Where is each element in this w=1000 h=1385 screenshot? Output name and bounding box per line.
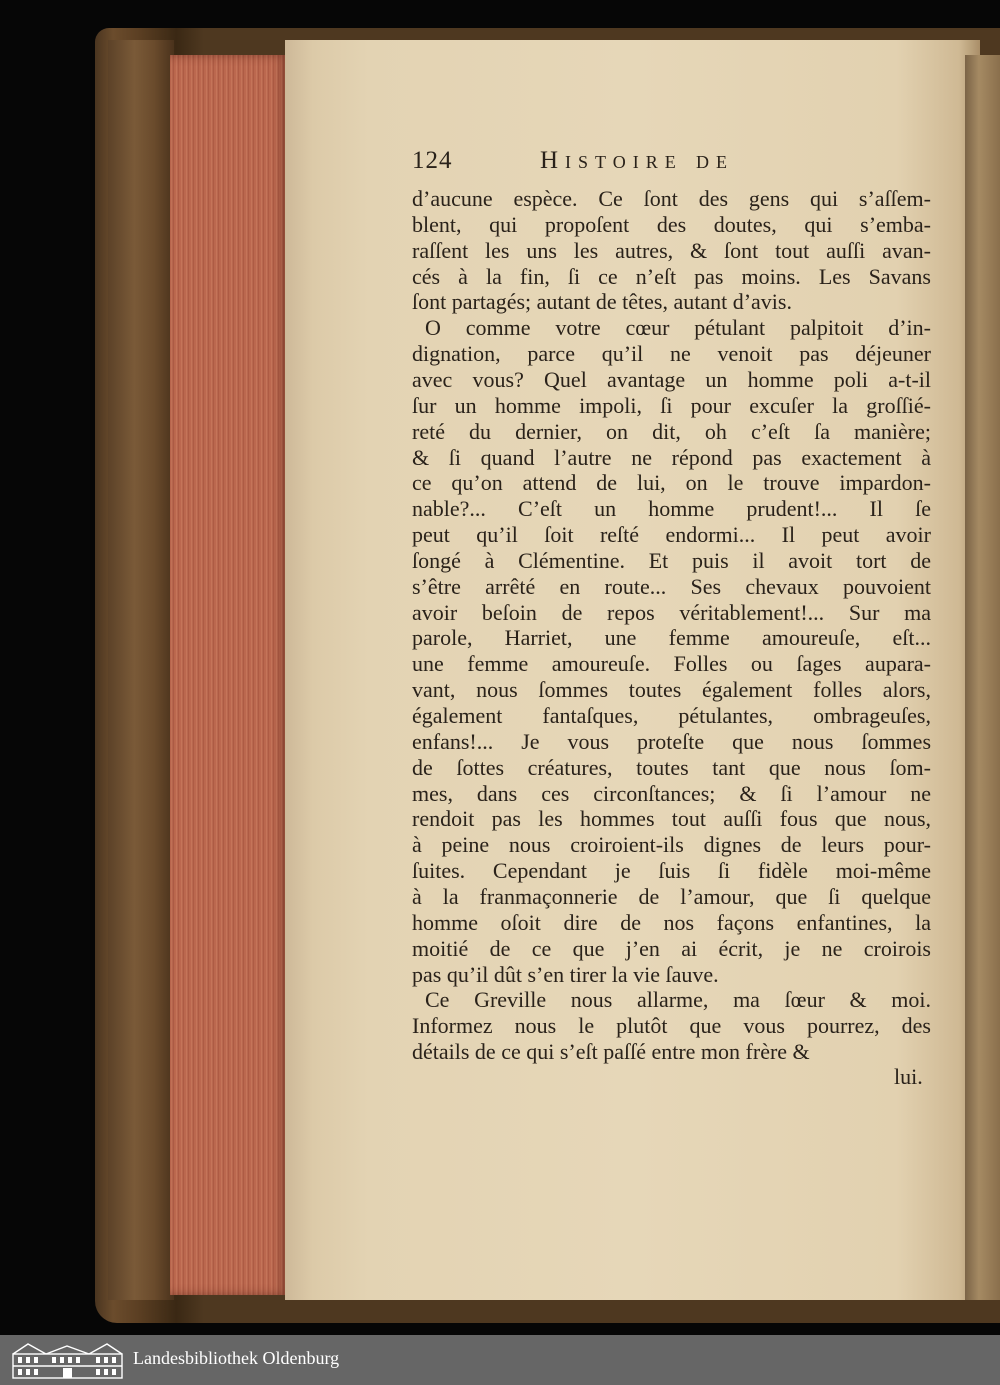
text-line: dignation, parce qu’il ne venoit pas déjeuner	[412, 341, 931, 367]
institution-name: Landesbibliothek Oldenburg	[133, 1348, 340, 1368]
text-line: vant, nous ſommes toutes également folles alors,	[412, 677, 931, 703]
library-building-icon	[10, 1340, 125, 1380]
text-line: avec vous? Quel avantage un homme poli a-t-il	[412, 366, 931, 392]
text-line: de ſottes créatures, toutes tant que nous ſom-	[412, 754, 931, 780]
text-line: raſſent les uns les autres, & ſont tout auſſi avan-	[412, 237, 931, 263]
text-line: moitié de ce que j’en ai écrit, je ne croirois	[412, 935, 931, 961]
text-line: détails de ce qui s’eſt paſſé entre mon frère &	[412, 1039, 810, 1065]
text-line: pas qu’il dût s’en tirer la vie ſauve.	[412, 961, 719, 987]
text-line: également fantaſques, pétulantes, ombrageuſes,	[412, 703, 931, 728]
text-line: ſongé à Clémentine. Et puis il avoit tort de	[412, 547, 931, 573]
text-line: s’être arrêté en route... Ses chevaux pouvoient	[412, 573, 931, 599]
text-line: homme oſoit dire de nos façons enfantines, la	[412, 909, 931, 935]
running-title: Histoire de	[540, 147, 734, 174]
text-line: ſuites. Cependant je ſuis ſi fidèle moi-même	[412, 858, 931, 884]
footer-bar	[0, 1335, 1000, 1385]
text-line: ſur un homme impoli, ſi pour excuſer la groſſié-	[412, 392, 931, 418]
text-line: parole, Harriet, une femme amoureuſe, eſt...	[412, 625, 931, 651]
text-line: nable?... C’eſt un homme prudent!... Il ſe	[412, 496, 931, 522]
text-line: avoir beſoin de repos véritablement!... Sur ma	[412, 599, 931, 625]
text-line: O comme votre cœur pétulant palpitoit d’in-	[425, 315, 931, 341]
text-line: mes, dans ces circonſtances; & ſi l’amour ne	[412, 780, 931, 806]
text-line: peut qu’il ſoit reſté endormi... Il peut avoir	[412, 522, 931, 548]
text-line: ſont partagés; autant de têtes, autant d’avis.	[412, 289, 792, 315]
running-head	[412, 147, 934, 183]
text-line: Ce Greville nous allarme, ma ſœur & moi.	[425, 987, 931, 1013]
text-line: d’aucune espèce. Ce ſont des gens qui s’aſſem-	[412, 186, 931, 211]
text-line: enfans!... Je vous proteſte que nous ſommes	[412, 728, 931, 754]
page-number: 124	[412, 147, 453, 174]
text-line: & ſi quand l’autre ne répond pas exactement à	[412, 444, 931, 470]
catchword: lui.	[894, 1064, 923, 1089]
text-line: Informez nous le plutôt que vous pourrez, des	[412, 1013, 931, 1039]
text-line: rendoit pas les hommes tout auſſi fous que nous,	[412, 806, 931, 832]
text-line: à la franmaçonnerie de l’amour, que ſi quelque	[412, 883, 931, 909]
text-line: une femme amoureuſe. Folles ou ſages aupara-	[412, 651, 931, 677]
text-line: à peine nous croiroient-ils dignes de leurs pour-	[412, 832, 931, 858]
text-line: ce qu’on attend de lui, on le trouve impardon-	[412, 470, 931, 496]
text-line: reté du dernier, on dit, oh c’eſt ſa manière;	[412, 418, 931, 444]
text-line: blent, qui propoſent des doutes, qui s’emba-	[412, 211, 931, 237]
text-line: cés à la fin, ſi ce n’eſt pas moins. Les Savans	[412, 263, 931, 289]
